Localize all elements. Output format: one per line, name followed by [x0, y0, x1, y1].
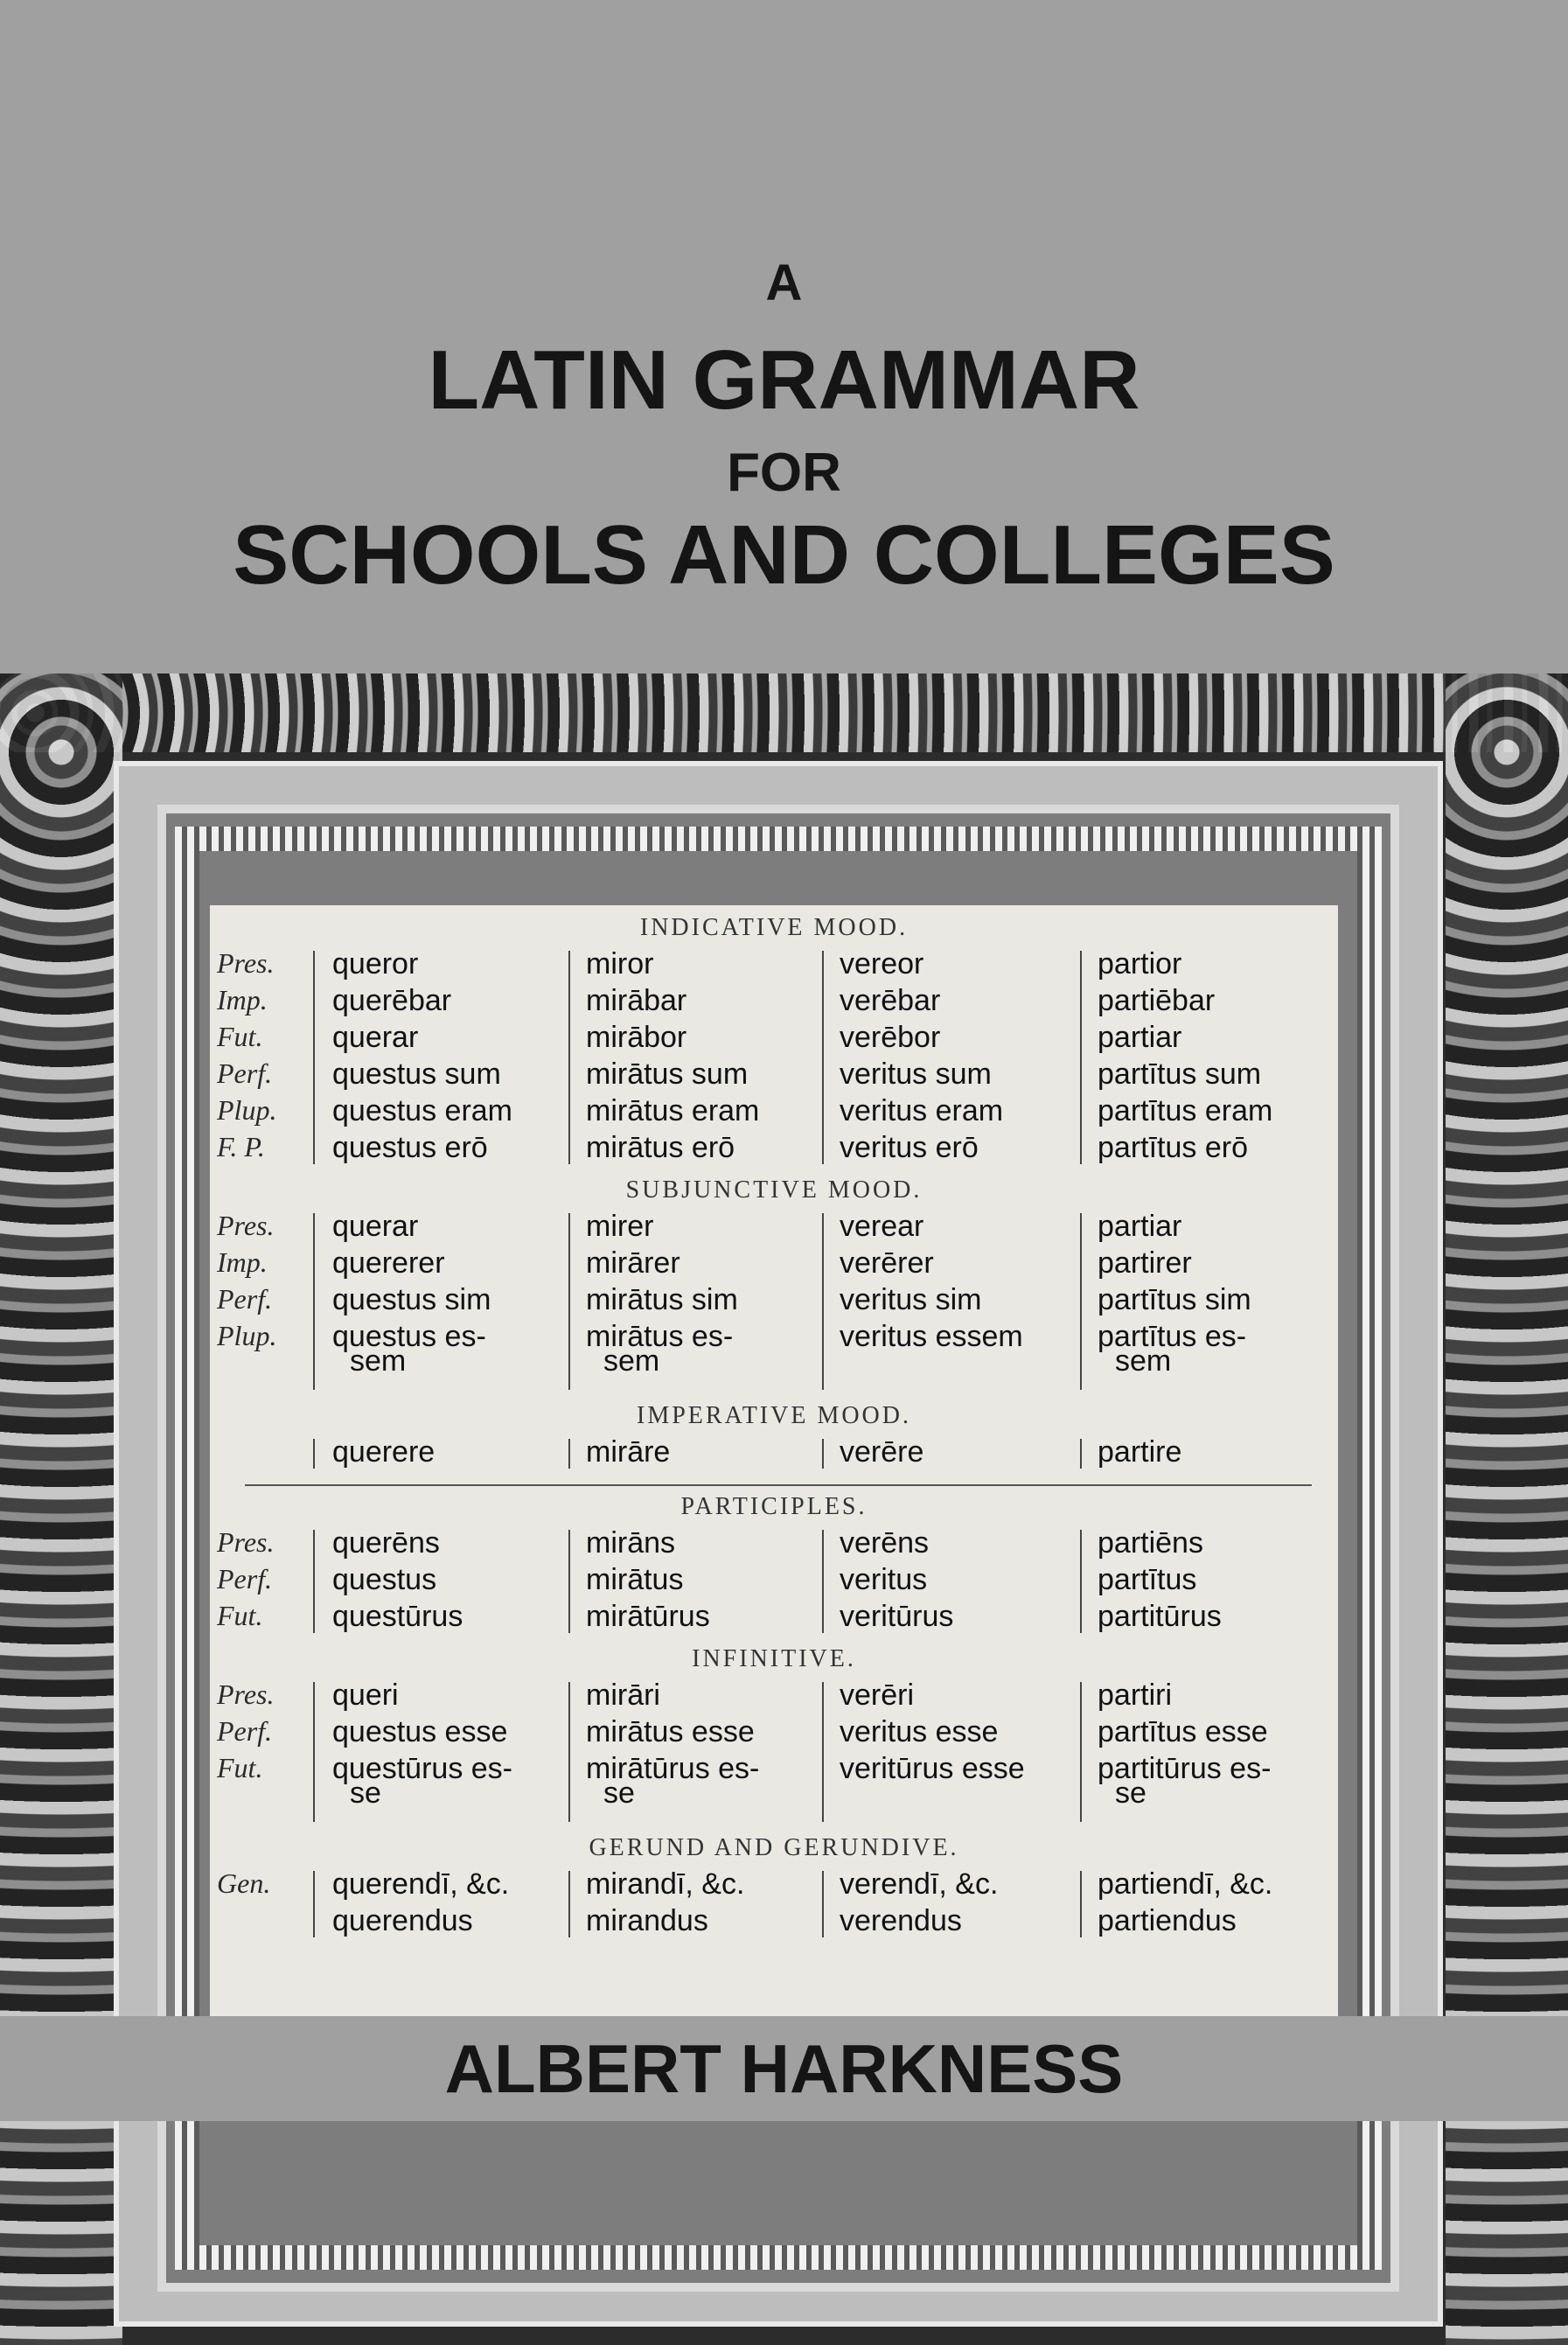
column-divider: [568, 1213, 570, 1390]
column-divider: [313, 1682, 315, 1822]
table-cell: partirer: [1098, 1246, 1192, 1280]
column-divider: [313, 1871, 315, 1937]
table-cell: queri: [332, 1678, 399, 1712]
table-row: [210, 947, 1338, 984]
row-label: Perf.: [217, 1057, 273, 1089]
column-divider: [822, 1682, 824, 1822]
table-cell: querar: [332, 1210, 419, 1243]
table-row: [210, 984, 1338, 1021]
row-label: Fut.: [217, 1021, 263, 1052]
table-cell: mirāns: [586, 1526, 676, 1560]
column-divider: [822, 1871, 824, 1937]
table-cell: sem: [350, 1344, 407, 1378]
table-cell: mirāre: [586, 1435, 671, 1469]
column-divider: [1080, 1871, 1082, 1937]
table-cell: mirārer: [586, 1246, 680, 1280]
table-cell: questūrus: [332, 1600, 463, 1633]
section-heading-indicative: INDICATIVE MOOD.: [639, 914, 909, 941]
table-cell: verear: [840, 1210, 924, 1243]
table-cell: verēbar: [840, 984, 941, 1017]
table-cell: querendus: [332, 1904, 473, 1937]
section-heading-infinitive: INFINITIVE.: [692, 1645, 856, 1672]
table-cell: partiendus: [1098, 1904, 1237, 1937]
row-label: Fut.: [217, 1600, 263, 1631]
table-cell: questus sum: [332, 1057, 501, 1091]
table-cell: partior: [1098, 947, 1182, 981]
table-row: [210, 1715, 1338, 1752]
title-for: FOR: [727, 443, 841, 503]
table-row: [210, 1283, 1338, 1320]
table-row: [210, 1435, 1338, 1472]
row-label: Perf.: [217, 1283, 273, 1315]
table-cell: verēbor: [840, 1021, 941, 1054]
row-label: Perf.: [217, 1715, 273, 1747]
table-cell: partitūrus es-: [1098, 1752, 1272, 1785]
column-divider: [822, 1213, 824, 1390]
table-cell: mirandī, &c.: [586, 1867, 745, 1901]
table-cell: questus esse: [332, 1715, 508, 1748]
table-cell: partitūrus: [1098, 1600, 1222, 1633]
table-row: [210, 1776, 1338, 1825]
table-cell: mirātus esse: [586, 1715, 755, 1748]
section-rule: [245, 1484, 1312, 1486]
table-row: [210, 1563, 1338, 1600]
table-cell: se: [603, 1776, 635, 1810]
table-cell: querere: [332, 1435, 436, 1469]
table-cell: sem: [1115, 1344, 1172, 1378]
table-row: [210, 1021, 1338, 1057]
table-cell: mirātus es-: [586, 1320, 734, 1353]
row-label: Gen.: [217, 1867, 271, 1899]
column-divider: [313, 1530, 315, 1633]
table-cell: verēri: [840, 1678, 915, 1712]
table-cell: mirāri: [586, 1678, 660, 1712]
column-divider: [1080, 1682, 1082, 1822]
table-cell: partire: [1098, 1435, 1182, 1469]
table-cell: verēns: [840, 1526, 930, 1560]
table-cell: partiar: [1098, 1210, 1182, 1243]
table-row: [210, 1904, 1338, 1941]
table-cell: partītus es-: [1098, 1320, 1247, 1353]
row-label: Pres.: [217, 1210, 275, 1241]
section-heading-participles: PARTICIPLES.: [680, 1493, 868, 1520]
table-cell: veritus: [840, 1563, 928, 1596]
table-cell: partiēns: [1098, 1526, 1203, 1560]
table-cell: sem: [603, 1344, 660, 1378]
table-cell: querēns: [332, 1526, 440, 1560]
title-article: A: [765, 255, 803, 311]
row-label: Pres.: [217, 1678, 275, 1710]
table-cell: verērer: [840, 1246, 934, 1280]
column-divider: [568, 1682, 570, 1822]
table-row: [210, 1210, 1338, 1246]
table-cell: mirātus erō: [586, 1131, 735, 1164]
table-cell: partītus esse: [1098, 1715, 1268, 1748]
table-cell: veritus esse: [840, 1715, 999, 1748]
column-divider: [313, 951, 315, 1164]
title-main: LATIN GRAMMAR: [428, 333, 1140, 427]
table-row: [210, 1131, 1338, 1168]
table-cell: mirābor: [586, 1021, 687, 1054]
table-cell: partītus sum: [1098, 1057, 1262, 1091]
column-divider: [313, 1213, 315, 1390]
table-cell: questus eram: [332, 1094, 512, 1127]
table-cell: se: [1115, 1776, 1146, 1810]
title-subtitle: SCHOOLS AND COLLEGES: [233, 508, 1335, 602]
row-label: Imp.: [217, 1246, 268, 1278]
table-cell: veritus sum: [840, 1057, 992, 1091]
table-cell: verēre: [840, 1435, 924, 1469]
row-label: Plup.: [217, 1094, 277, 1126]
table-cell: mirer: [586, 1210, 654, 1243]
table-cell: mirātus sum: [586, 1057, 749, 1091]
table-cell: mirātus sim: [586, 1283, 738, 1316]
table-cell: vereor: [840, 947, 924, 981]
table-cell: veritūrus: [840, 1600, 954, 1633]
column-divider: [568, 1871, 570, 1937]
column-divider: [822, 951, 824, 1164]
table-cell: mirābar: [586, 984, 687, 1017]
table-cell: partītus sim: [1098, 1283, 1251, 1316]
table-cell: partiēbar: [1098, 984, 1216, 1017]
table-row: [210, 1678, 1338, 1715]
author-band: [0, 2016, 1568, 2121]
table-row: [210, 1526, 1338, 1563]
table-row: [210, 1344, 1338, 1393]
table-cell: mirātus eram: [586, 1094, 760, 1127]
table-cell: questus erō: [332, 1131, 488, 1164]
table-cell: veritūrus esse: [840, 1752, 1025, 1785]
table-cell: querar: [332, 1021, 419, 1054]
table-cell: veritus erō: [840, 1131, 979, 1164]
table-cell: verendus: [840, 1904, 962, 1937]
column-divider: [1080, 1530, 1082, 1633]
table-row: [210, 1094, 1338, 1131]
table-cell: questus sim: [332, 1283, 491, 1316]
row-label: Pres.: [217, 1526, 275, 1558]
table-cell: se: [350, 1776, 381, 1810]
author-name: ALBERT HARKNESS: [444, 2030, 1124, 2107]
column-divider: [1080, 1439, 1082, 1469]
table-cell: partītus eram: [1098, 1094, 1273, 1127]
section-heading-gerund: GERUND AND GERUNDIVE.: [589, 1834, 959, 1861]
column-divider: [1080, 951, 1082, 1164]
column-divider: [822, 1439, 824, 1469]
table-cell: mirātus: [586, 1563, 684, 1596]
table-cell: querendī, &c.: [332, 1867, 510, 1901]
table-cell: queror: [332, 947, 419, 981]
table-cell: mirandus: [586, 1904, 708, 1937]
grammar-table-page: [210, 905, 1338, 2112]
table-cell: partiar: [1098, 1021, 1182, 1054]
column-divider: [568, 951, 570, 1164]
table-cell: veritus eram: [840, 1094, 1004, 1127]
table-row: [210, 1057, 1338, 1094]
table-cell: questūrus es-: [332, 1752, 512, 1785]
table-row: [210, 1600, 1338, 1637]
table-cell: questus: [332, 1563, 437, 1596]
table-cell: partītus: [1098, 1563, 1197, 1596]
table-cell: veritus essem: [840, 1320, 1023, 1353]
title-block: [0, 0, 1568, 673]
table-row: [210, 1246, 1338, 1283]
row-label: Imp.: [217, 984, 268, 1015]
column-divider: [822, 1530, 824, 1633]
table-cell: mirātūrus es-: [586, 1752, 760, 1785]
table-cell: veritus sim: [840, 1283, 982, 1316]
column-divider: [568, 1439, 570, 1469]
section-heading-imperative: IMPERATIVE MOOD.: [637, 1402, 911, 1429]
column-divider: [313, 1439, 315, 1469]
table-cell: querēbar: [332, 984, 452, 1017]
table-cell: quererer: [332, 1246, 445, 1280]
table-cell: miror: [586, 947, 654, 981]
table-cell: partiri: [1098, 1678, 1173, 1712]
row-label: Fut.: [217, 1752, 263, 1783]
table-row: [210, 1867, 1338, 1904]
column-divider: [1080, 1213, 1082, 1390]
table-cell: verendī, &c.: [840, 1867, 999, 1901]
row-label: Perf.: [217, 1563, 273, 1595]
column-divider: [568, 1530, 570, 1633]
ornament-top: [0, 673, 1568, 752]
table-cell: partiendī, &c.: [1098, 1867, 1273, 1901]
table-cell: questus es-: [332, 1320, 486, 1353]
row-label: Plup.: [217, 1320, 277, 1351]
row-label: F. P.: [217, 1131, 265, 1162]
row-label: Pres.: [217, 947, 275, 979]
table-cell: partītus erō: [1098, 1131, 1248, 1164]
section-heading-subjunctive: SUBJUNCTIVE MOOD.: [625, 1176, 923, 1204]
table-cell: mirātūrus: [586, 1600, 710, 1633]
